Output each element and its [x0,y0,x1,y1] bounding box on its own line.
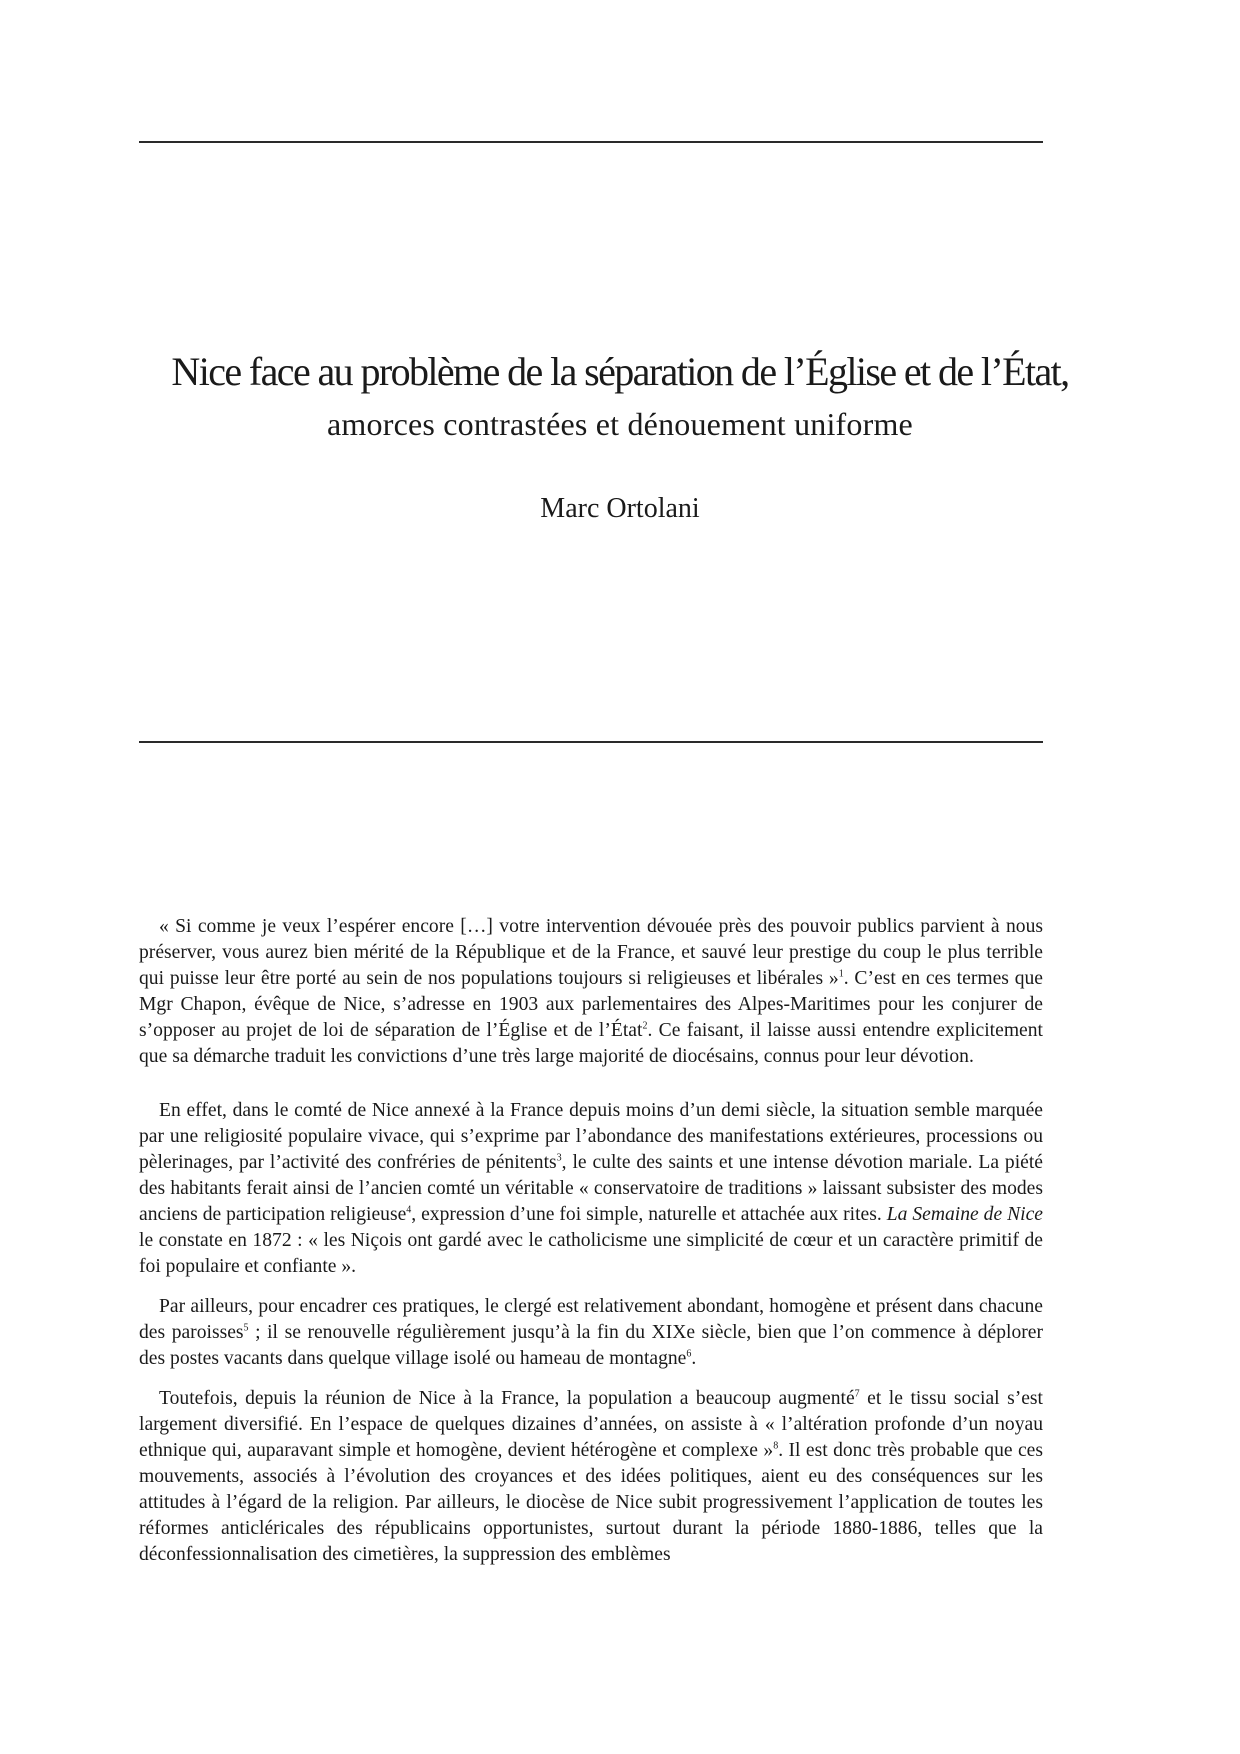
article-title: Nice face au problème de la séparation de l’Église et de l’État, [171,349,1069,394]
text-run: . Il est donc très probable que ces mouvements, associés à l’évolution des croyances et des idées politiques, aient eu des conséquences sur les attitudes à l’égard de la religion. Par ailleurs, le diocèse de Nice subit progressivement l’application de toutes les réformes anticléricales des républicains opportunistes, surtout durant la période 1880-1886, telles que la déconfessionnalisation des cimetières, la suppression des emblèmes [139,1440,1043,1565]
body-paragraph [139,1294,1043,1372]
body-paragraph [139,1098,1043,1280]
footnote-ref: 7 [854,1388,860,1400]
italic-title: La Semaine de Nice [886,1204,1043,1225]
text-run: et le tissu social s’est largement diversifié. En l’espace de quelques dizaines d’années, on assiste à « l’altération profonde d’un noyau ethnique qui, auparavant simple et homogène, devient hétérogène et complexe » [139,1388,1043,1461]
text-run: . [691,1348,697,1369]
text-run: . Ce faisant, il laisse aussi entendre explicitement que sa démarche traduit les convictions d’une très large majorité de diocésains, connus pour leur dévotion. [139,1020,1043,1067]
footnote-ref: 5 [243,1322,249,1334]
footnote-ref: 2 [642,1020,648,1032]
footnote-ref: 1 [838,968,844,980]
text-run: En effet, dans le comté de Nice annexé à la France depuis moins d’un demi siècle, la situation semble marquée par une religiosité populaire vivace, qui s’exprime par l’abondance des manifestations extérieures, processions ou pèlerinages, par l’activité des confréries de pénitents [139,1100,1043,1173]
top-rule [139,141,1043,143]
footnote-ref: 3 [556,1152,562,1164]
text-run: Toutefois, depuis la réunion de Nice à la France, la population a beaucoup augmenté [159,1388,855,1409]
article-body [139,914,1043,1582]
text-run: , le culte des saints et une intense dévotion mariale. La piété des habitants ferait ainsi de l’ancien comté un véritable « conservatoire de traditions » laissant subsister des modes anciens de participation religieuse [139,1152,1043,1225]
footnote-ref: 6 [686,1348,692,1360]
footnote-ref: 8 [773,1440,779,1452]
text-run: , expression d’une foi simple, naturelle et attachée aux rites. [411,1204,887,1225]
body-paragraph [139,1386,1043,1568]
text-run: Par ailleurs, pour encadrer ces pratiques, le clergé est relativement abondant, homogène et présent dans chacune des paroisses [139,1296,1043,1343]
text-run: le constate en 1872 : « les Niçois ont gardé avec le catholicisme une simplicité de cœur et un caractère primitif de foi populaire et confiante ». [139,1230,1043,1277]
text-run: ; il se renouvelle régulièrement jusqu’à la fin du XIXe siècle, bien que l’on commence à déplorer des postes vacants dans quelque village isolé ou hameau de montagne [139,1322,1043,1369]
section-rule [139,741,1043,743]
text-run: « Si comme je veux l’espérer encore […] votre intervention dévouée près des pouvoir publics parvient à nous préserver, vous aurez bien mérité de la République et de la France, et sauvé leur prestige du coup le plus terrible qui puisse leur être porté au sein de nos populations toujours si religieuses et libérales » [139,916,1043,989]
article-subtitle: amorces contrastées et dénouement uniforme [327,406,913,442]
footnote-ref: 4 [406,1204,412,1216]
author-name: Marc Ortolani [540,493,700,524]
body-paragraph [139,914,1043,1070]
text-run: . C’est en ces termes que Mgr Chapon, évêque de Nice, s’adresse en 1903 aux parlementaires des Alpes-Maritimes pour les conjurer de s’opposer au projet de loi de séparation de l’Église et de l’État [139,968,1043,1041]
